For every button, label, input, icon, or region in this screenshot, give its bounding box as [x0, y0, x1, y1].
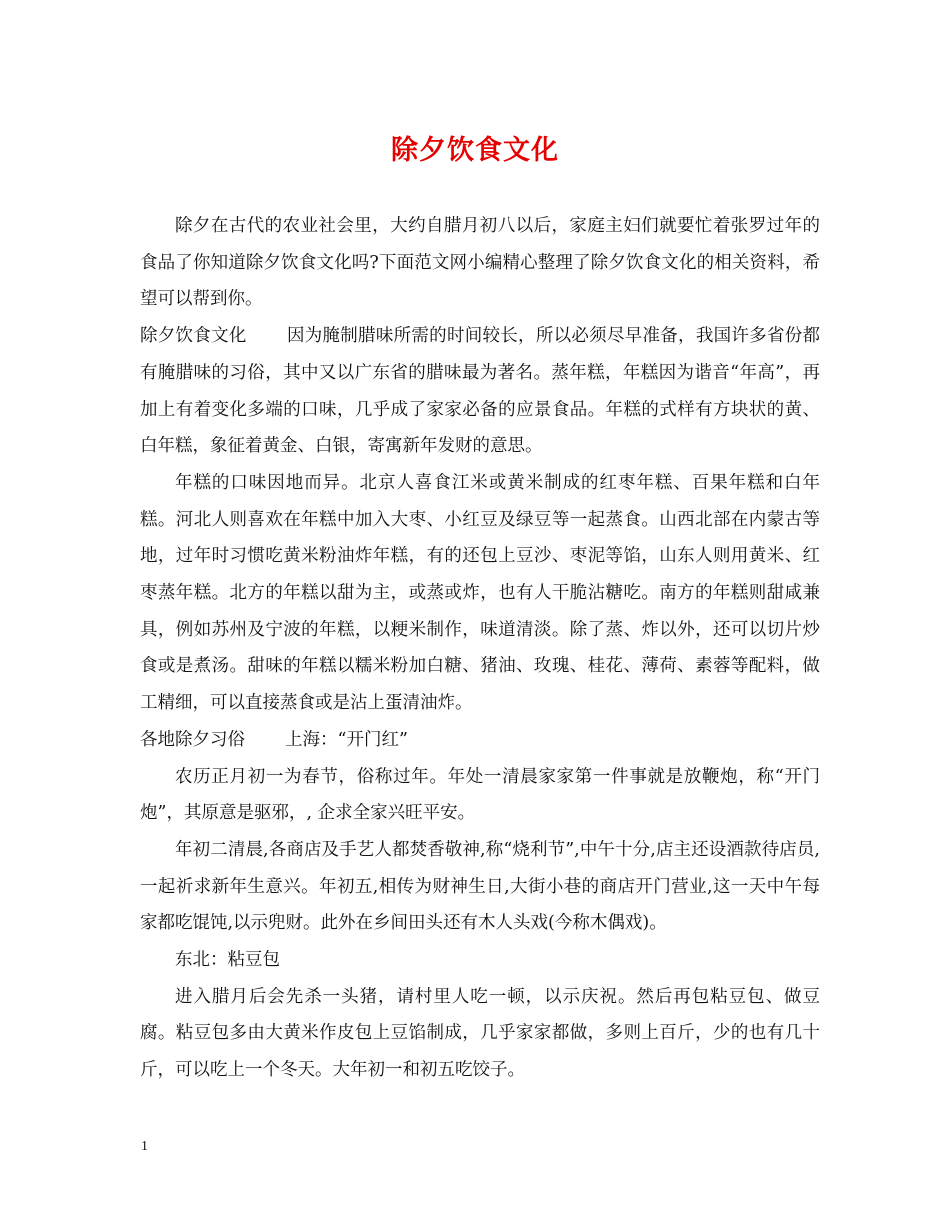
kaimen-paragraph: 农历正月初一为春节，俗称过年。年处一清晨家家第一件事就是放鞭炮，称“开门炮”，其原意是驱邪，, 企求全家兴旺平安。 — [140, 766, 820, 824]
niangao-paragraph: 年糕的口味因地而异。北京人喜食江米或黄米制成的红枣年糕、百果年糕和白年糕。河北人则喜欢在年糕中加入大枣、小红豆及绿豆等一起蒸食。山西北部在内蒙古等地，过年时习惯吃黄米粉油炸年糕，有的还包上豆沙、枣泥等馅，山东人则用黄米、红枣蒸年糕。北方的年糕以甜为主，或蒸或炸，也有人干脆沾糖吃。南方的年糕则甜咸兼具，例如苏州及宁波的年糕，以粳米制作，味道清淡。除了蒸、炸以外，还可以切片炒食或是煮汤。甜味的年糕以糯米粉加白糖、猪油、玫瑰、桂花、薄荷、素蓉等配料，做工精细，可以直接蒸食或是沾上蛋清油炸。 — [140, 472, 820, 714]
document-body — [140, 208, 820, 1089]
page-number: 1 — [141, 1139, 148, 1154]
document-title: 除夕饮食文化 — [391, 135, 559, 166]
section2-heading: 各地除夕习俗 — [140, 729, 245, 750]
section2-subheading: 上海：“开门红” — [285, 729, 408, 750]
dongbei-paragraph: 进入腊月后会先杀一头猪，请村里人吃一顿，以示庆祝。然后再包粘豆包、做豆腐。粘豆包多由大黄米作皮包上豆馅制成，几乎家家都做，多则上百斤，少的也有几十斤，可以吃上一个冬天。大年初一和初五吃饺子。 — [140, 986, 820, 1081]
section1-heading: 除夕饮食文化 — [140, 326, 247, 347]
section2-heading-line — [140, 722, 820, 759]
section1-paragraph — [140, 318, 820, 465]
section1-text: 因为腌制腊味所需的时间较长，所以必须尽早准备，我国许多省份都有腌腊味的习俗，其中又以广东省的腊味最为著名。蒸年糕，年糕因为谐音“年高”，再加上有着变化多端的口味，几乎成了家家必备的应景食品。年糕的式样有方块状的黄、白年糕，象征着黄金、白银，寄寓新年发财的意思。 — [140, 326, 821, 457]
intro-paragraph: 除夕在古代的农业社会里，大约自腊月初八以后，家庭主妇们就要忙着张罗过年的食品了你知道除夕饮食文化吗?下面范文网小编精心整理了除夕饮食文化的相关资料，希望可以帮到你。 — [140, 216, 820, 310]
dongbei-heading: 东北：粘豆包 — [175, 950, 280, 971]
chuer-paragraph: 年初二清晨,各商店及手艺人都焚香敬神,称“烧利节”,中午十分,店主还设酒款待店员,一起祈求新年生意兴。年初五,相传为财神生日,大街小巷的商店开门营业,这一天中午每家都吃馄饨,以示兜财。此外在乡间田头还有木人头戏(今称木偶戏)。 — [140, 839, 820, 934]
